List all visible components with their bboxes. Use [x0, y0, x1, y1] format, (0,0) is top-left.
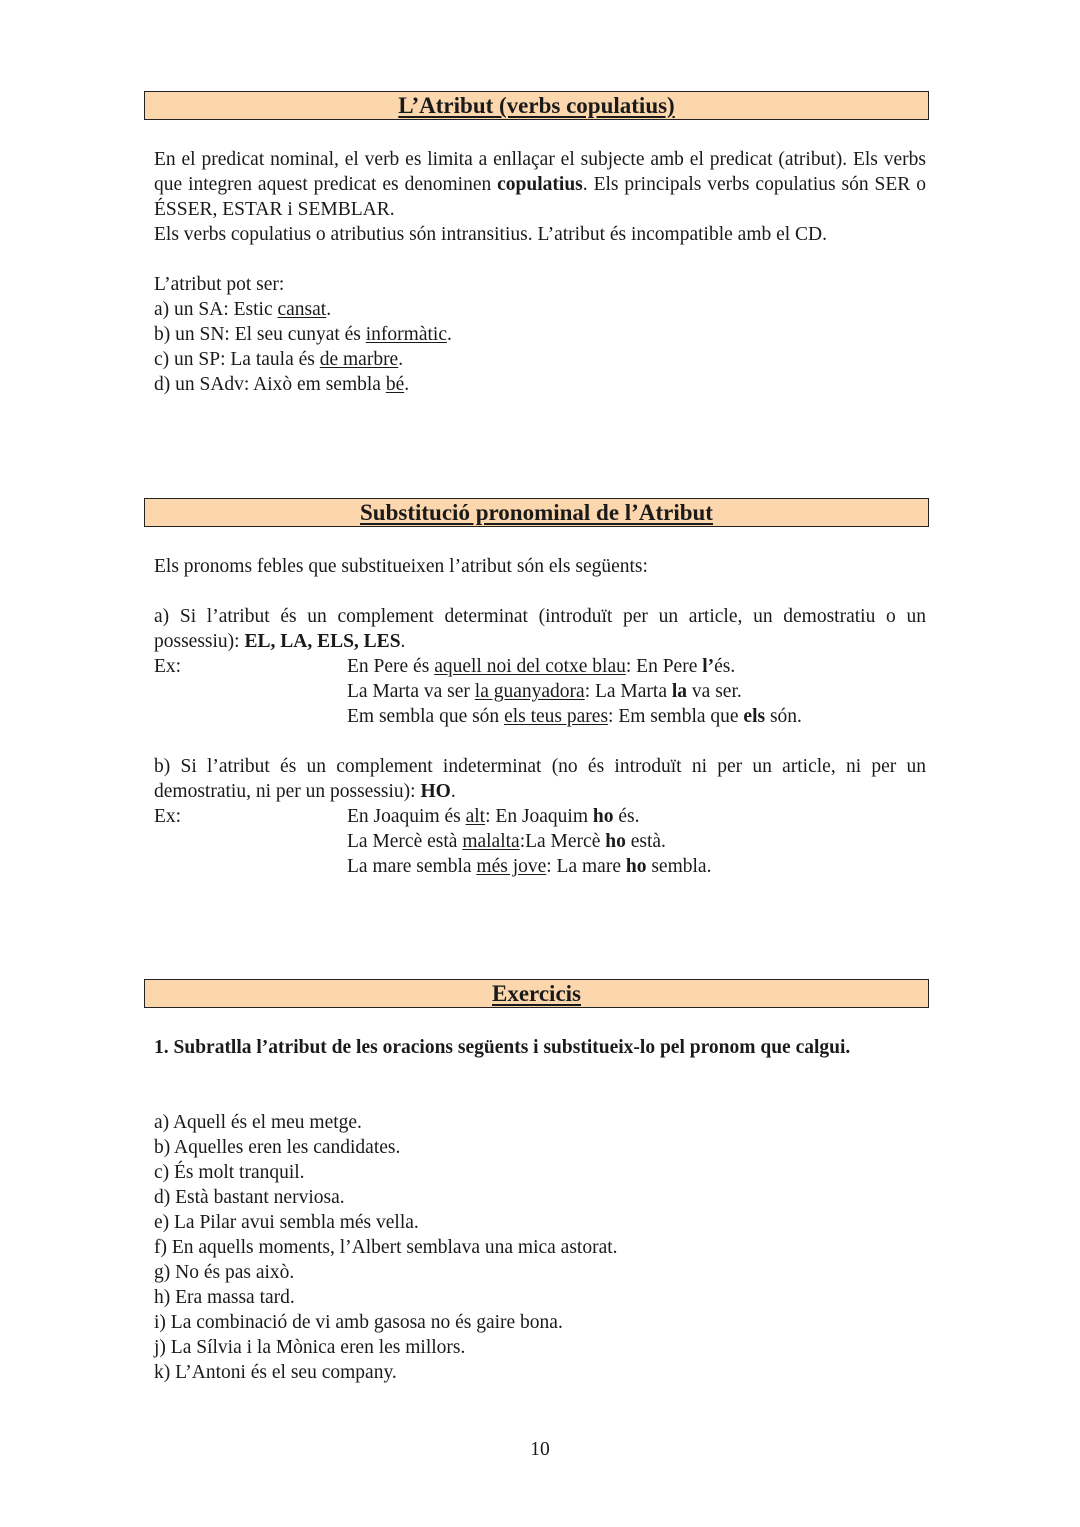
- example-text: En Pere és: [347, 656, 435, 677]
- exercise-item: j) La Sílvia i la Mònica eren les millors.: [154, 1337, 466, 1358]
- item-text: d) un SAdv: Això em sembla: [154, 374, 386, 395]
- example-text: : La Marta: [584, 681, 672, 702]
- underlined-attribute: els teus pares: [504, 706, 609, 727]
- example-text-end: sembla.: [646, 856, 712, 877]
- intro-paragraph: [154, 147, 926, 222]
- section-header-substitucio: [144, 498, 929, 527]
- intro-text-end: . Els principals verbs copulatius són SER o ÉSSER, ESTAR i SEMBLAR.: [154, 174, 926, 220]
- list-item: [154, 322, 452, 347]
- item-text: b) un SN: El seu cunyat és: [154, 324, 366, 345]
- exercise-item: g) No és pas això.: [154, 1262, 295, 1283]
- exercise-item: e) La Pilar avui sembla més vella.: [154, 1212, 419, 1233]
- underlined-attribute: malalta: [462, 831, 520, 852]
- item-text: a) un SA: Estic: [154, 299, 278, 320]
- underlined-attribute: aquell noi del cotxe blau: [434, 656, 626, 677]
- item-text: c) un SP: La taula és: [154, 349, 320, 370]
- list-item: [154, 372, 409, 397]
- item-text-end: .: [446, 324, 452, 345]
- intro-text: En el predicat nominal, el verb es limita a enllaçar el subjecte amb el predicat (atribut). Els verbs que integren aquest predicat es denominen: [154, 149, 926, 195]
- rule-text-end: .: [450, 781, 456, 802]
- item-text-end: .: [398, 349, 404, 370]
- rule-b: [154, 754, 926, 804]
- item-text-end: .: [404, 374, 410, 395]
- example-text: : En Pere: [625, 656, 703, 677]
- example-text: : En Joaquim: [485, 806, 593, 827]
- underlined-attribute: de marbre: [319, 349, 399, 370]
- substitucio-intro: Els pronoms febles que substitueixen l’atribut són els següents:: [154, 556, 648, 577]
- example-text: :La Mercè: [519, 831, 606, 852]
- example-text: La mare sembla: [347, 856, 477, 877]
- example-label: Ex:: [154, 806, 182, 827]
- example-text-end: va ser.: [687, 681, 742, 702]
- list-item: [154, 347, 403, 372]
- example-line: [347, 679, 742, 704]
- item-text-end: .: [326, 299, 332, 320]
- exercise-item: h) Era massa tard.: [154, 1287, 295, 1308]
- exercise-item: c) És molt tranquil.: [154, 1162, 305, 1183]
- underlined-attribute: alt: [465, 806, 486, 827]
- exercise-item: f) En aquells moments, l’Albert semblava una mica astorat.: [154, 1237, 618, 1258]
- section-title: Exercicis: [492, 981, 581, 1006]
- example-text: La Marta va ser: [347, 681, 475, 702]
- rule-text-end: .: [400, 631, 406, 652]
- pronoun: ho: [625, 856, 647, 877]
- example-line: [347, 854, 711, 879]
- rule-text: a) Si l’atribut és un complement determinat (introduït per un article, un demostratiu o un possessiu):: [154, 606, 926, 652]
- pot-ser-label: L’atribut pot ser:: [154, 274, 285, 295]
- example-text: La Mercè està: [347, 831, 463, 852]
- pronoun: la: [671, 681, 688, 702]
- section-title: Substitució pronominal de l’Atribut: [360, 500, 713, 525]
- section-title: L’Atribut (verbs copulatius): [398, 93, 675, 118]
- underlined-attribute: més jove: [476, 856, 547, 877]
- pronoun-list: EL, LA, ELS, LES: [244, 631, 401, 652]
- exercise-item: d) Està bastant nerviosa.: [154, 1187, 345, 1208]
- exercise-item: k) L’Antoni és el seu company.: [154, 1362, 397, 1383]
- pronoun: ho: [592, 806, 614, 827]
- example-label: Ex:: [154, 656, 182, 677]
- pronoun: l’: [702, 656, 715, 677]
- intro-bold: copulatius: [497, 174, 583, 195]
- underlined-attribute: bé: [385, 374, 405, 395]
- rule-a: [154, 604, 926, 654]
- underlined-attribute: cansat: [277, 299, 327, 320]
- pronoun-list: HO: [420, 781, 451, 802]
- section-header-atribut: [144, 91, 929, 120]
- example-text-end: és.: [714, 656, 736, 677]
- rule-text: b) Si l’atribut és un complement indeterminat (no és introduït ni per un article, ni per un demostratiu, ni per un possessiu):: [154, 756, 926, 802]
- section-header-exercicis: [144, 979, 929, 1008]
- example-text: : La mare: [546, 856, 626, 877]
- list-item: [154, 297, 331, 322]
- pronoun: ho: [605, 831, 626, 852]
- example-line: [347, 654, 735, 679]
- example-text-end: està.: [625, 831, 666, 852]
- pronoun: els: [743, 706, 766, 727]
- exercise-item: b) Aquelles eren les candidates.: [154, 1137, 401, 1158]
- example-text: Em sembla que són: [347, 706, 505, 727]
- exercise-item: i) La combinació de vi amb gasosa no és gaire bona.: [154, 1312, 563, 1333]
- example-line: [347, 804, 640, 829]
- example-text-end: són.: [765, 706, 802, 727]
- underlined-attribute: informàtic: [365, 324, 447, 345]
- example-line: [347, 829, 666, 854]
- underlined-attribute: la guanyadora: [474, 681, 585, 702]
- intro-paragraph-2: Els verbs copulatius o atributius són intransitius. L’atribut és incompatible amb el CD.: [154, 224, 828, 245]
- exercise-item: a) Aquell és el meu metge.: [154, 1112, 362, 1133]
- page-number: 10: [530, 1439, 550, 1460]
- example-text: : Em sembla que: [608, 706, 744, 727]
- example-line: [347, 704, 802, 729]
- example-text: En Joaquim és: [347, 806, 466, 827]
- example-text-end: és.: [613, 806, 640, 827]
- exercise-question: 1. Subratlla l’atribut de les oracions següents i substitueix-lo pel pronom que calgui.: [154, 1037, 851, 1058]
